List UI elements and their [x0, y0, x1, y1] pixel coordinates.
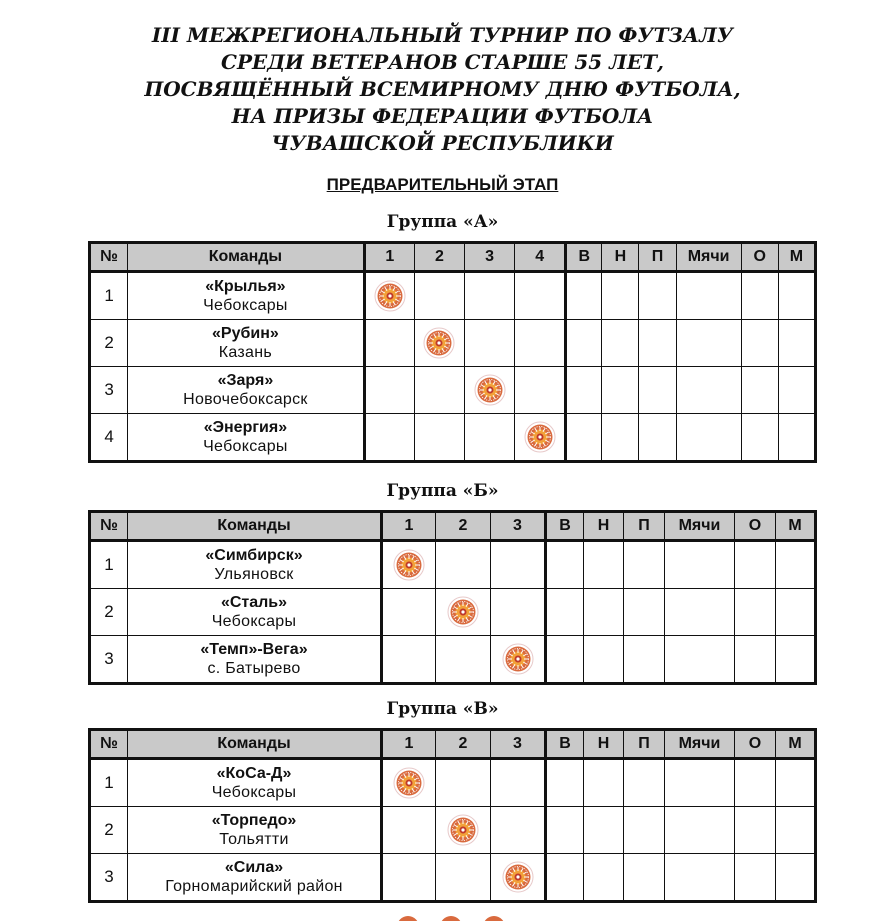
- stat-cell: [676, 414, 741, 462]
- table-row: [90, 636, 816, 684]
- table-row: [90, 759, 816, 807]
- federation-emblem-icon: [474, 374, 506, 406]
- score-cell: [491, 541, 546, 589]
- federation-emblem-icon: [524, 421, 556, 453]
- stat-cell: [546, 807, 584, 854]
- stat-cell: [546, 854, 584, 902]
- federation-emblem-icon: [502, 643, 534, 675]
- col-draws: Н: [584, 730, 624, 759]
- col-points: О: [741, 243, 778, 272]
- team-cell: [128, 541, 382, 589]
- score-cell: [464, 320, 514, 367]
- team-number: 4: [90, 414, 128, 462]
- score-cell: [382, 636, 436, 684]
- stat-cell: [676, 320, 741, 367]
- team-name: «КоСа-Д»: [216, 765, 292, 782]
- team-name: «Темп»-Вега»: [200, 641, 308, 658]
- score-cell: [515, 367, 566, 414]
- score-cell: [436, 854, 491, 902]
- title-line: ЧУВАШСКОЙ РЕСПУБЛИКИ: [271, 131, 614, 155]
- col-num: №: [90, 730, 128, 759]
- title-line: СРЕДИ ВЕТЕРАНОВ СТАРШЕ 55 ЛЕТ,: [221, 50, 664, 74]
- stat-cell: [741, 414, 778, 462]
- col-teams: Команды: [128, 512, 382, 541]
- stat-cell: [741, 367, 778, 414]
- col-opp-2: 2: [436, 730, 491, 759]
- col-teams: Команды: [128, 243, 365, 272]
- stat-cell: [602, 414, 639, 462]
- federation-emblem-icon: [393, 549, 425, 581]
- stat-cell: [624, 854, 665, 902]
- table-row: [90, 541, 816, 589]
- team-cell: [128, 636, 382, 684]
- emblem-cell: [436, 589, 491, 636]
- emblem-cell: [491, 854, 546, 902]
- col-points: О: [735, 730, 776, 759]
- table-row: [90, 854, 816, 902]
- stat-cell: [776, 541, 816, 589]
- table-row: [90, 272, 816, 320]
- table-row: [90, 414, 816, 462]
- stat-cell: [778, 320, 815, 367]
- stat-cell: [624, 759, 665, 807]
- team-city: с. Батырево: [207, 660, 301, 677]
- federation-emblem-icon: [374, 280, 406, 312]
- stat-cell: [735, 541, 776, 589]
- title-line: НА ПРИЗЫ ФЕДЕРАЦИИ ФУТБОЛА: [231, 104, 654, 128]
- team-city: Казань: [218, 344, 273, 361]
- emblem-cell: [382, 759, 436, 807]
- stat-cell: [566, 272, 602, 320]
- team-city: Чебоксары: [211, 613, 297, 630]
- col-draws: Н: [584, 512, 624, 541]
- emblem-cell: [515, 414, 566, 462]
- stat-cell: [624, 807, 665, 854]
- score-cell: [515, 320, 566, 367]
- team-cell: [128, 272, 365, 320]
- header-row: [90, 730, 816, 759]
- stat-cell: [624, 589, 665, 636]
- federation-emblem-icon: [423, 327, 455, 359]
- stat-cell: [602, 320, 639, 367]
- team-number: 1: [90, 272, 128, 320]
- score-cell: [436, 541, 491, 589]
- stat-cell: [665, 541, 735, 589]
- team-number: 3: [90, 367, 128, 414]
- emblem-cell: [364, 272, 414, 320]
- score-cell: [364, 367, 414, 414]
- col-num: №: [90, 512, 128, 541]
- score-cell: [464, 414, 514, 462]
- score-cell: [382, 807, 436, 854]
- stat-cell: [566, 367, 602, 414]
- team-name: «Симбирск»: [205, 547, 303, 564]
- team-city: Новочебоксарск: [183, 391, 308, 408]
- col-opp-3: 3: [464, 243, 514, 272]
- stat-cell: [602, 272, 639, 320]
- federation-emblem-icon: [447, 596, 479, 628]
- col-wins: В: [546, 512, 584, 541]
- stat-cell: [776, 854, 816, 902]
- stat-cell: [546, 541, 584, 589]
- federation-emblem-icon: [393, 767, 425, 799]
- stat-cell: [778, 414, 815, 462]
- emblem-cell: [491, 636, 546, 684]
- team-number: 1: [90, 541, 128, 589]
- group-v-table: [88, 728, 817, 903]
- federation-emblem-icon: [502, 861, 534, 893]
- emblem-icon: [483, 916, 505, 921]
- col-wins: В: [546, 730, 584, 759]
- col-num: №: [90, 243, 128, 272]
- stat-cell: [584, 759, 624, 807]
- stat-cell: [735, 854, 776, 902]
- team-cell: [128, 320, 365, 367]
- team-number: 2: [90, 589, 128, 636]
- stat-cell: [665, 807, 735, 854]
- team-city: Горномарийский район: [165, 878, 343, 895]
- score-cell: [436, 759, 491, 807]
- title-line: ПОСВЯЩЁННЫЙ ВСЕМИРНОМУ ДНЮ ФУТБОЛА,: [144, 77, 741, 101]
- team-name: «Сила»: [224, 859, 284, 876]
- stat-cell: [735, 759, 776, 807]
- col-draws: Н: [602, 243, 639, 272]
- team-cell: [128, 854, 382, 902]
- score-cell: [515, 272, 566, 320]
- stat-cell: [602, 367, 639, 414]
- stat-cell: [741, 320, 778, 367]
- team-name: «Рубин»: [212, 325, 279, 342]
- emblem-cell: [414, 320, 464, 367]
- partial-emblems-row: [395, 912, 515, 921]
- team-cell: [128, 414, 365, 462]
- stat-cell: [624, 541, 665, 589]
- col-opp-1: 1: [382, 512, 436, 541]
- col-opp-2: 2: [436, 512, 491, 541]
- tournament-title: [0, 22, 885, 157]
- team-number: 3: [90, 854, 128, 902]
- stat-cell: [676, 367, 741, 414]
- stat-cell: [776, 807, 816, 854]
- team-cell: [128, 807, 382, 854]
- stat-cell: [665, 589, 735, 636]
- team-name: «Заря»: [217, 372, 274, 389]
- group-a-title: Группа «А»: [386, 212, 499, 232]
- emblem-icon: [397, 916, 419, 921]
- team-cell: [128, 367, 365, 414]
- stat-cell: [776, 759, 816, 807]
- header-row: [90, 243, 816, 272]
- stat-cell: [776, 636, 816, 684]
- col-losses: П: [639, 243, 676, 272]
- stat-cell: [776, 589, 816, 636]
- col-wins: В: [566, 243, 602, 272]
- emblem-icon: [440, 916, 462, 921]
- header-row: [90, 512, 816, 541]
- stat-cell: [778, 367, 815, 414]
- col-goals: Мячи: [665, 512, 735, 541]
- col-opp-2: 2: [414, 243, 464, 272]
- col-losses: П: [624, 512, 665, 541]
- stat-cell: [778, 272, 815, 320]
- table-row: [90, 367, 816, 414]
- score-cell: [364, 414, 414, 462]
- score-cell: [414, 367, 464, 414]
- score-cell: [414, 414, 464, 462]
- group-a-table: [88, 241, 817, 463]
- stat-cell: [639, 414, 676, 462]
- emblem-cell: [382, 541, 436, 589]
- score-cell: [436, 636, 491, 684]
- stat-cell: [735, 589, 776, 636]
- col-goals: Мячи: [676, 243, 741, 272]
- col-place: М: [776, 512, 816, 541]
- stat-cell: [676, 272, 741, 320]
- group-v-title: Группа «В»: [386, 699, 499, 719]
- team-name: «Сталь»: [220, 594, 288, 611]
- stat-cell: [584, 589, 624, 636]
- team-number: 2: [90, 320, 128, 367]
- stat-cell: [741, 272, 778, 320]
- col-place: М: [776, 730, 816, 759]
- score-cell: [491, 807, 546, 854]
- col-points: О: [735, 512, 776, 541]
- team-city: Чебоксары: [203, 297, 288, 314]
- group-b-table: [88, 510, 817, 685]
- stat-cell: [546, 589, 584, 636]
- stat-cell: [566, 320, 602, 367]
- score-cell: [364, 320, 414, 367]
- stat-cell: [584, 636, 624, 684]
- team-city: Тольятти: [219, 831, 289, 848]
- col-opp-4: 4: [515, 243, 566, 272]
- stat-cell: [584, 807, 624, 854]
- col-opp-3: 3: [491, 730, 546, 759]
- team-name: «Энергия»: [203, 419, 288, 436]
- col-opp-1: 1: [364, 243, 414, 272]
- col-losses: П: [624, 730, 665, 759]
- score-cell: [464, 272, 514, 320]
- score-cell: [491, 759, 546, 807]
- stat-cell: [665, 636, 735, 684]
- team-city: Чебоксары: [203, 438, 288, 455]
- team-number: 2: [90, 807, 128, 854]
- score-cell: [382, 589, 436, 636]
- team-city: Чебоксары: [211, 784, 297, 801]
- stage-heading: ПРЕДВАРИТЕЛЬНЫЙ ЭТАП: [326, 175, 559, 194]
- stat-cell: [584, 854, 624, 902]
- team-name: «Крылья»: [205, 278, 286, 295]
- team-cell: [128, 759, 382, 807]
- col-opp-3: 3: [491, 512, 546, 541]
- stat-cell: [665, 854, 735, 902]
- col-opp-1: 1: [382, 730, 436, 759]
- score-cell: [382, 854, 436, 902]
- col-place: М: [778, 243, 815, 272]
- title-line: III МЕЖРЕГИОНАЛЬНЫЙ ТУРНИР ПО ФУТЗАЛУ: [151, 23, 734, 47]
- emblem-cell: [464, 367, 514, 414]
- team-number: 3: [90, 636, 128, 684]
- group-b-title: Группа «Б»: [386, 481, 499, 501]
- stat-cell: [665, 759, 735, 807]
- stat-cell: [639, 320, 676, 367]
- stat-cell: [639, 272, 676, 320]
- col-goals: Мячи: [665, 730, 735, 759]
- team-name: «Торпедо»: [211, 812, 297, 829]
- team-number: 1: [90, 759, 128, 807]
- team-cell: [128, 589, 382, 636]
- stat-cell: [566, 414, 602, 462]
- stat-cell: [735, 807, 776, 854]
- stat-cell: [546, 759, 584, 807]
- score-cell: [414, 272, 464, 320]
- score-cell: [491, 589, 546, 636]
- table-row: [90, 807, 816, 854]
- stat-cell: [584, 541, 624, 589]
- federation-emblem-icon: [447, 814, 479, 846]
- team-city: Ульяновск: [214, 566, 294, 583]
- emblem-cell: [436, 807, 491, 854]
- stat-cell: [639, 367, 676, 414]
- stat-cell: [735, 636, 776, 684]
- table-row: [90, 589, 816, 636]
- col-teams: Команды: [128, 730, 382, 759]
- stat-cell: [546, 636, 584, 684]
- stat-cell: [624, 636, 665, 684]
- table-row: [90, 320, 816, 367]
